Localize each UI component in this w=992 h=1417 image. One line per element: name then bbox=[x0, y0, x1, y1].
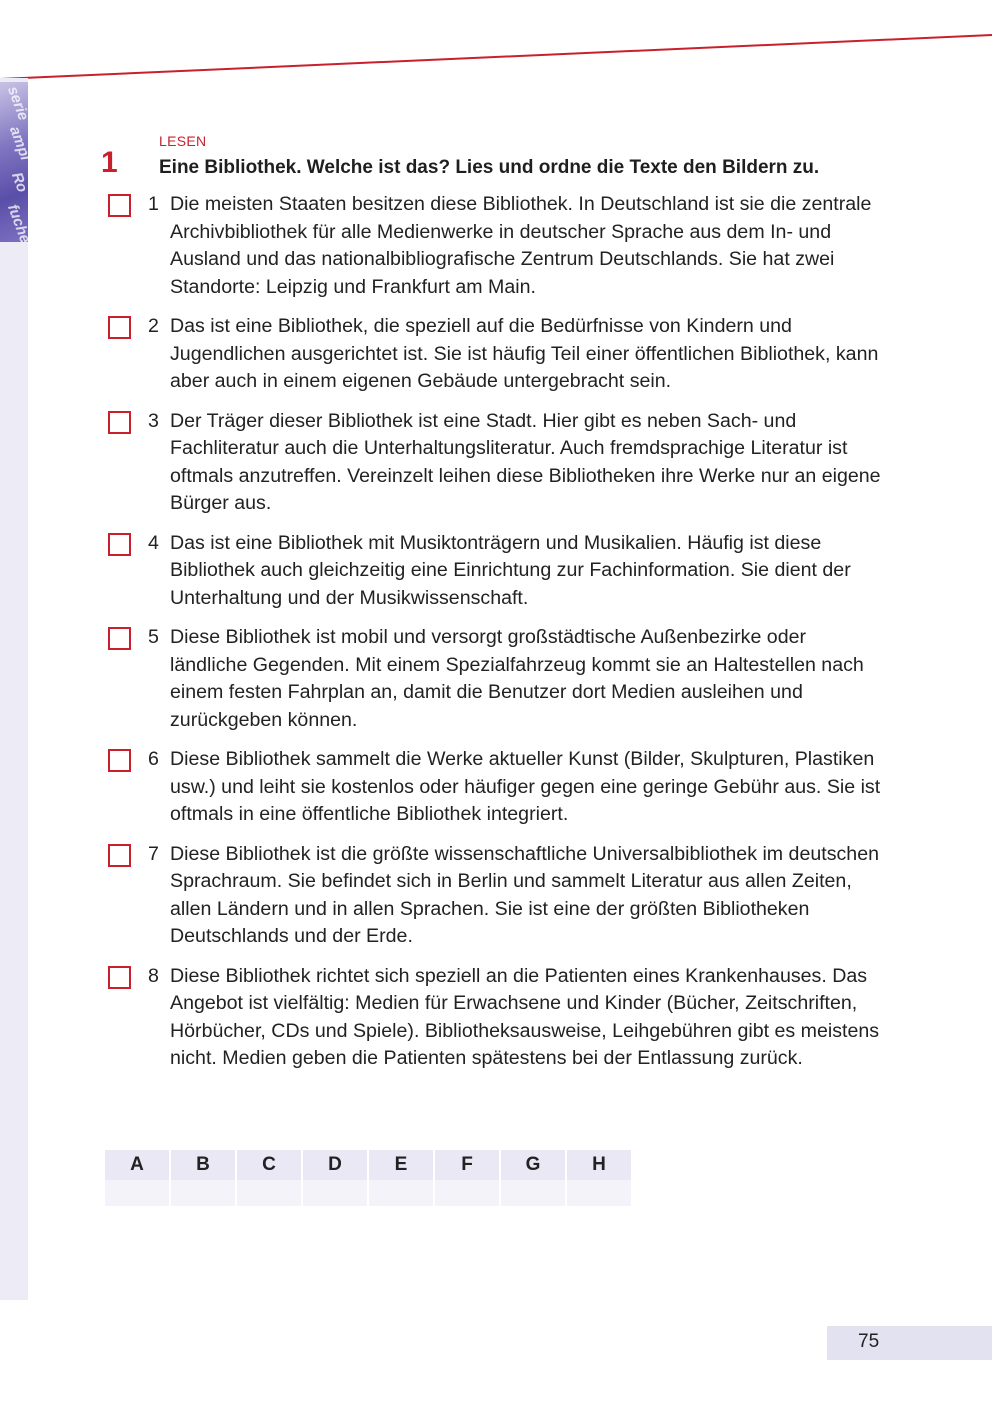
answer-table-input-row bbox=[105, 1180, 631, 1206]
answer-column-header: B bbox=[171, 1150, 235, 1180]
list-item bbox=[104, 841, 884, 951]
answer-checkbox[interactable] bbox=[108, 411, 131, 434]
answer-checkbox[interactable] bbox=[108, 966, 131, 989]
answer-cell[interactable] bbox=[171, 1180, 235, 1206]
answer-column-header: D bbox=[303, 1150, 367, 1180]
list-item bbox=[104, 313, 884, 396]
answer-column-header: H bbox=[567, 1150, 631, 1180]
item-number: 3 bbox=[148, 409, 159, 432]
answer-cell[interactable] bbox=[237, 1180, 301, 1206]
answer-checkbox[interactable] bbox=[108, 194, 131, 217]
section-label: LESEN bbox=[159, 133, 207, 149]
item-text: Der Träger dieser Bibliothek ist eine Stadt. Hier gibt es neben Sach- und Fachliteratur auch die Unterhaltungsliteratur. Auch fremdsprachige Literatur ist oftmals anzutreffen. Vereinzelt leihen diese Bibliotheken ihre Werke nur an eigene Bürger aus. bbox=[170, 409, 881, 514]
item-text: Das ist eine Bibliothek, die speziell auf die Bedürfnisse von Kindern und Jugendlichen ausgerichtet ist. Sie ist häufig Teil einer öffentlichen Bibliothek, kann aber auch in einem eigenen Gebäude untergebracht sein. bbox=[170, 315, 879, 392]
side-image-text: fuche bbox=[4, 202, 34, 246]
side-image-text: serie bbox=[4, 84, 32, 123]
item-number: 6 bbox=[148, 748, 159, 770]
answer-cell[interactable] bbox=[369, 1180, 433, 1206]
side-strip bbox=[0, 78, 28, 1300]
item-number: 5 bbox=[148, 626, 159, 648]
answer-table bbox=[103, 1150, 633, 1206]
exercise-number: 1 bbox=[101, 146, 118, 179]
answer-checkbox[interactable] bbox=[108, 316, 131, 339]
item-text: Diese Bibliothek richtet sich speziell an die Patienten eines Krankenhauses. Das Angebot ist vielfältig: Medien für Erwachsene und Kinder (Bücher, Zeitschriften, Hörbücher, CDs und Spiele). Bibliotheksausweise, Leihgebühren gibt es meistens nicht. Medien geben die Patienten spätestens bei der Entlassung zurück. bbox=[170, 964, 880, 1069]
list-item bbox=[104, 408, 884, 518]
answer-column-header: A bbox=[105, 1150, 169, 1180]
answer-checkbox[interactable] bbox=[108, 627, 131, 650]
answer-column-header: G bbox=[501, 1150, 565, 1180]
answer-cell[interactable] bbox=[567, 1180, 631, 1206]
answer-checkbox[interactable] bbox=[108, 533, 131, 556]
item-text: Das ist eine Bibliothek mit Musiktonträgern und Musikalien. Häufig ist diese Bibliothek auch gleichzeitig eine Einrichtung zur Fachinformation. Sie dient der Unterhaltung und der Musikwissenschaft. bbox=[170, 531, 851, 609]
answer-cell[interactable] bbox=[105, 1180, 169, 1206]
item-number: 8 bbox=[148, 964, 159, 987]
list-item bbox=[104, 963, 884, 1073]
answer-cell[interactable] bbox=[435, 1180, 499, 1206]
side-image-text: ampl bbox=[6, 124, 34, 163]
answer-cell[interactable] bbox=[501, 1180, 565, 1206]
item-text: Die meisten Staaten besitzen diese Bibliothek. In Deutschland ist sie die zentrale Archivbibliothek für alle Medienwerke in deutscher Sprache aus dem In- und Ausland und das nationalbibliografische Zentrum Deutschlands. Sie hat zwei Standorte: Leipzig und Frankfurt am Main. bbox=[170, 193, 872, 298]
item-text: Diese Bibliothek sammelt die Werke aktueller Kunst (Bilder, Skulpturen, Plastiken usw.) und leiht sie kostenlos oder häufiger gegen eine geringe Gebühr aus. Sie ist oftmals in eine öffentliche Bibliothek integriert. bbox=[170, 748, 881, 825]
item-number: 2 bbox=[148, 315, 159, 337]
answer-checkbox[interactable] bbox=[108, 844, 131, 867]
exercise-title: Eine Bibliothek. Welche ist das? Lies und ordne die Texte den Bildern zu. bbox=[159, 157, 820, 178]
answer-cell[interactable] bbox=[303, 1180, 367, 1206]
page-number-box bbox=[827, 1326, 992, 1360]
answer-table-header-row bbox=[105, 1150, 631, 1180]
answer-column-header: F bbox=[435, 1150, 499, 1180]
list-item bbox=[104, 624, 884, 734]
top-rule bbox=[0, 0, 992, 90]
item-number: 7 bbox=[148, 842, 159, 865]
answer-column-header: C bbox=[237, 1150, 301, 1180]
page-number: 75 bbox=[858, 1331, 880, 1352]
item-text: Diese Bibliothek ist mobil und versorgt großstädtische Außenbezirke oder ländliche Gegenden. Mit einem Spezialfahrzeug kommt sie an Haltestellen nach einem festen Fahrplan an, damit die Benutzer dort Medien ausleihen und zurückgeben können. bbox=[170, 626, 864, 731]
list-item bbox=[104, 746, 884, 829]
item-number: 1 bbox=[148, 193, 159, 215]
answer-column-header: E bbox=[369, 1150, 433, 1180]
item-number: 4 bbox=[148, 531, 159, 554]
list-item bbox=[104, 530, 884, 613]
answer-checkbox[interactable] bbox=[108, 749, 131, 772]
item-list bbox=[104, 191, 884, 1073]
item-text: Diese Bibliothek ist die größte wissenschaftliche Universalbibliothek im deutschen Sprachraum. Sie befindet sich in Berlin und sammelt Literatur aus allen Zeiten, allen Ländern und in allen Sprachen. Sie ist eine der größten Bibliotheken Deutschlands und der Erde. bbox=[170, 842, 879, 947]
side-thumbnail-image bbox=[0, 82, 34, 246]
list-item bbox=[104, 191, 884, 301]
side-image-text: Ro bbox=[8, 170, 31, 195]
